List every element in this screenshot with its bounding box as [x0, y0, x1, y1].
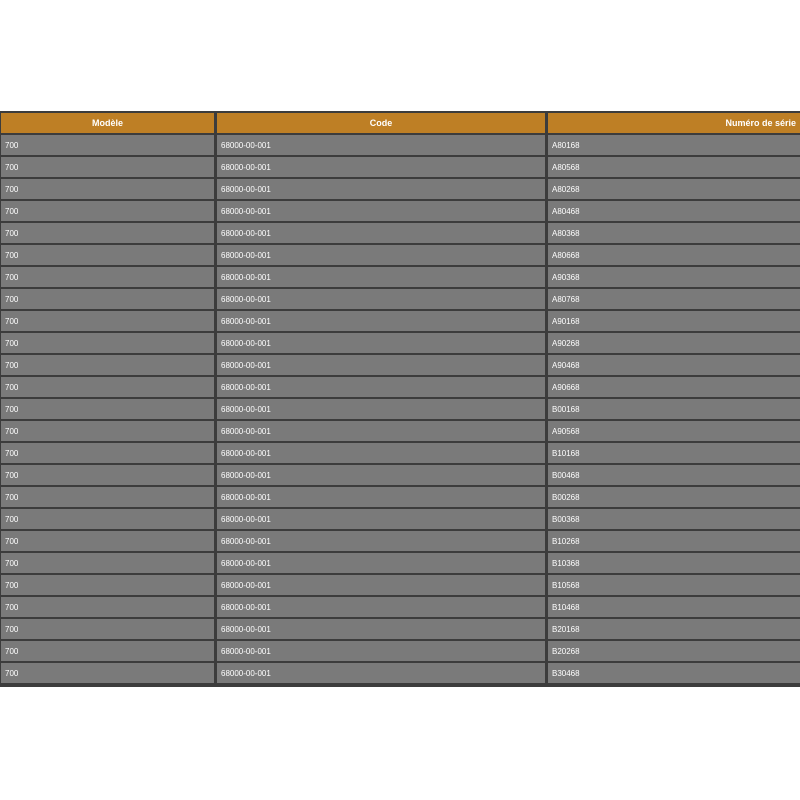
- serial-number-table: [0, 111, 800, 685]
- code-cell: 68000-00-001: [217, 201, 545, 221]
- serial-number-cell: A90268: [548, 333, 800, 353]
- code-cell: 68000-00-001: [217, 443, 545, 463]
- table-row[interactable]: [1, 223, 800, 243]
- code-cell: 68000-00-001: [217, 289, 545, 309]
- code-cell: 68000-00-001: [217, 135, 545, 155]
- serial-number-cell: A90168: [548, 311, 800, 331]
- table-row[interactable]: [1, 553, 800, 573]
- model-cell: 700: [1, 487, 214, 507]
- code-cell: 68000-00-001: [217, 245, 545, 265]
- code-cell: 68000-00-001: [217, 663, 545, 683]
- code-cell: 68000-00-001: [217, 421, 545, 441]
- serial-number-cell: B10268: [548, 531, 800, 551]
- serial-number-cell: B00268: [548, 487, 800, 507]
- serial-number-cell: B00468: [548, 465, 800, 485]
- serial-number-table-container: [0, 111, 800, 687]
- serial-number-cell: A80268: [548, 179, 800, 199]
- code-cell: 68000-00-001: [217, 465, 545, 485]
- table-row[interactable]: [1, 157, 800, 177]
- serial-number-cell: A90368: [548, 267, 800, 287]
- model-cell: 700: [1, 399, 214, 419]
- table-row[interactable]: [1, 179, 800, 199]
- table-row[interactable]: [1, 245, 800, 265]
- code-cell: 68000-00-001: [217, 641, 545, 661]
- table-row[interactable]: [1, 135, 800, 155]
- model-cell: 700: [1, 421, 214, 441]
- model-cell: 700: [1, 531, 214, 551]
- model-cell: 700: [1, 663, 214, 683]
- serial-number-cell: A80368: [548, 223, 800, 243]
- table-row[interactable]: [1, 333, 800, 353]
- serial-number-cell: B00368: [548, 509, 800, 529]
- table-row[interactable]: [1, 355, 800, 375]
- serial-number-cell: A80568: [548, 157, 800, 177]
- table-row[interactable]: [1, 421, 800, 441]
- model-cell: 700: [1, 465, 214, 485]
- serial-number-cell: B10468: [548, 597, 800, 617]
- model-cell: 700: [1, 443, 214, 463]
- code-cell: 68000-00-001: [217, 355, 545, 375]
- model-cell: 700: [1, 641, 214, 661]
- serial-number-cell: A80668: [548, 245, 800, 265]
- table-row[interactable]: [1, 311, 800, 331]
- table-row[interactable]: [1, 289, 800, 309]
- model-cell: 700: [1, 267, 214, 287]
- model-cell: 700: [1, 223, 214, 243]
- code-cell: 68000-00-001: [217, 553, 545, 573]
- model-cell: 700: [1, 179, 214, 199]
- code-cell: 68000-00-001: [217, 399, 545, 419]
- code-cell: 68000-00-001: [217, 619, 545, 639]
- model-cell: 700: [1, 553, 214, 573]
- model-cell: 700: [1, 135, 214, 155]
- serial-number-cell: A80168: [548, 135, 800, 155]
- model-cell: 700: [1, 355, 214, 375]
- table-row[interactable]: [1, 267, 800, 287]
- table-row[interactable]: [1, 531, 800, 551]
- table-body: [1, 135, 800, 683]
- model-cell: 700: [1, 289, 214, 309]
- code-cell: 68000-00-001: [217, 223, 545, 243]
- code-cell: 68000-00-001: [217, 333, 545, 353]
- model-cell: 700: [1, 311, 214, 331]
- serial-number-cell: A90468: [548, 355, 800, 375]
- code-cell: 68000-00-001: [217, 267, 545, 287]
- table-row[interactable]: [1, 443, 800, 463]
- table-row[interactable]: [1, 619, 800, 639]
- model-cell: 700: [1, 509, 214, 529]
- serial-number-cell: B00168: [548, 399, 800, 419]
- model-cell: 700: [1, 157, 214, 177]
- table-header-row: [1, 113, 800, 133]
- serial-number-cell: A80468: [548, 201, 800, 221]
- serial-number-cell: B30468: [548, 663, 800, 683]
- table-row[interactable]: [1, 377, 800, 397]
- table-row[interactable]: [1, 663, 800, 683]
- table-row[interactable]: [1, 399, 800, 419]
- code-cell: 68000-00-001: [217, 311, 545, 331]
- serial-number-cell: A80768: [548, 289, 800, 309]
- model-cell: 700: [1, 597, 214, 617]
- code-cell: 68000-00-001: [217, 179, 545, 199]
- code-cell: 68000-00-001: [217, 487, 545, 507]
- serial-number-cell: B10568: [548, 575, 800, 595]
- code-cell: 68000-00-001: [217, 509, 545, 529]
- serial-number-cell: B20168: [548, 619, 800, 639]
- table-row[interactable]: [1, 597, 800, 617]
- model-cell: 700: [1, 245, 214, 265]
- table-row[interactable]: [1, 201, 800, 221]
- column-header-model[interactable]: Modèle: [1, 113, 214, 133]
- model-cell: 700: [1, 619, 214, 639]
- serial-number-cell: B20268: [548, 641, 800, 661]
- table-row[interactable]: [1, 487, 800, 507]
- serial-number-cell: B10168: [548, 443, 800, 463]
- model-cell: 700: [1, 377, 214, 397]
- column-header-serial-number[interactable]: Numéro de série: [548, 113, 800, 133]
- serial-number-cell: B10368: [548, 553, 800, 573]
- serial-number-cell: A90668: [548, 377, 800, 397]
- model-cell: 700: [1, 575, 214, 595]
- code-cell: 68000-00-001: [217, 377, 545, 397]
- code-cell: 68000-00-001: [217, 531, 545, 551]
- table-row[interactable]: [1, 465, 800, 485]
- code-cell: 68000-00-001: [217, 157, 545, 177]
- model-cell: 700: [1, 201, 214, 221]
- serial-number-cell: A90568: [548, 421, 800, 441]
- code-cell: 68000-00-001: [217, 575, 545, 595]
- column-header-code[interactable]: Code: [217, 113, 545, 133]
- table-row[interactable]: [1, 509, 800, 529]
- model-cell: 700: [1, 333, 214, 353]
- table-row[interactable]: [1, 575, 800, 595]
- table-row[interactable]: [1, 641, 800, 661]
- code-cell: 68000-00-001: [217, 597, 545, 617]
